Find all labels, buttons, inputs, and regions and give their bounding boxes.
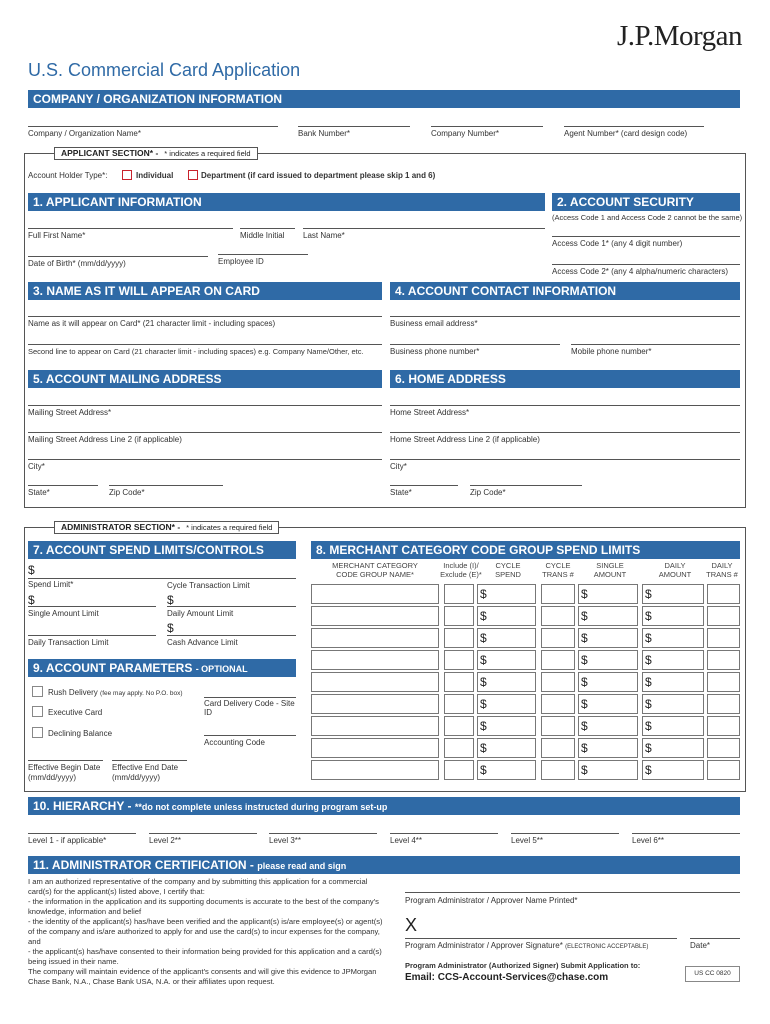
home-street2-field[interactable] bbox=[390, 432, 740, 433]
mcc-name-cell[interactable] bbox=[311, 584, 439, 604]
spend-limit-dollar: $ bbox=[28, 563, 35, 577]
mailing-city-field[interactable] bbox=[28, 459, 382, 460]
single-amount-cell[interactable] bbox=[578, 606, 638, 626]
dollar-sign: $ bbox=[480, 741, 487, 755]
certification-sub: please read and sign bbox=[257, 861, 347, 871]
col-cycle-trans: CYCLE TRANS # bbox=[542, 561, 574, 579]
executive-card-label: Executive Card bbox=[48, 708, 103, 717]
daily-trans-cell[interactable] bbox=[707, 650, 740, 670]
mobile-label: Mobile phone number* bbox=[571, 347, 652, 356]
include-exclude-cell[interactable] bbox=[444, 716, 474, 736]
dollar-sign: $ bbox=[480, 719, 487, 733]
single-amount-cell[interactable] bbox=[578, 694, 638, 714]
level-2-field[interactable] bbox=[149, 833, 257, 834]
date-field[interactable] bbox=[690, 938, 740, 939]
dollar-sign: $ bbox=[645, 587, 652, 601]
applicant-section-legend bbox=[54, 147, 258, 160]
employee-id-field[interactable] bbox=[218, 254, 308, 255]
approver-name-field[interactable] bbox=[405, 892, 740, 893]
end-date-label: Effective End Date (mm/dd/yyyy) bbox=[112, 763, 179, 782]
mailing-street2-label: Mailing Street Address Line 2 (if applicable) bbox=[28, 435, 182, 444]
single-amount-cell[interactable] bbox=[578, 760, 638, 780]
col-include-exclude: Include (I)/ Exclude (E)* bbox=[440, 561, 482, 579]
level-5-label: Level 5** bbox=[511, 836, 544, 845]
end-date-field[interactable] bbox=[112, 760, 187, 761]
begin-date-label: Effective Begin Date (mm/dd/yyyy) bbox=[28, 763, 101, 782]
include-exclude-cell[interactable] bbox=[444, 584, 474, 604]
date-label: Date* bbox=[690, 941, 711, 950]
page-title: U.S. Commercial Card Application bbox=[28, 60, 301, 80]
mailing-state-field[interactable] bbox=[28, 485, 98, 486]
cycle-trans-cell[interactable] bbox=[541, 760, 575, 780]
card-name-line2-field[interactable] bbox=[28, 344, 382, 345]
cycle-limit-label: Cycle Transaction Limit bbox=[167, 581, 250, 590]
home-zip-field[interactable] bbox=[470, 485, 582, 486]
access-code-2-label: Access Code 2* (any 4 alpha/numeric characters) bbox=[552, 267, 729, 276]
phone-label: Business phone number* bbox=[390, 347, 480, 356]
dollar-sign: $ bbox=[645, 719, 652, 733]
cycle-spend-cell[interactable] bbox=[477, 628, 536, 648]
access-code-note: (Access Code 1 and Access Code 2 cannot be the same) bbox=[552, 213, 743, 222]
dollar-sign: $ bbox=[480, 587, 487, 601]
mailing-street-label: Mailing Street Address* bbox=[28, 408, 112, 417]
first-name-label: Full First Name* bbox=[28, 231, 86, 240]
cycle-trans-cell[interactable] bbox=[541, 628, 575, 648]
spend-limits-bar: 7. ACCOUNT SPEND LIMITS/CONTROLS bbox=[28, 541, 296, 559]
mcc-name-cell[interactable] bbox=[311, 694, 439, 714]
cycle-spend-cell[interactable] bbox=[477, 738, 536, 758]
signature-label-text: Program Administrator / Approver Signature* bbox=[405, 941, 563, 950]
daily-trans-cell[interactable] bbox=[707, 760, 740, 780]
cycle-trans-cell[interactable] bbox=[541, 584, 575, 604]
single-amount-cell[interactable] bbox=[578, 738, 638, 758]
daily-trans-cell[interactable] bbox=[707, 738, 740, 758]
spend-limit-label: Spend Limit* bbox=[28, 580, 74, 589]
cert-closing: The company will maintain evidence of the applicant's consents and will give this evidence to JPMorgan Chase Bank, N.A., Chase Bank USA, N.A. or their affiliates upon request. bbox=[28, 967, 377, 986]
applicant-legend-title: APPLICANT SECTION* - bbox=[61, 148, 159, 158]
daily-trans-field[interactable] bbox=[28, 635, 156, 636]
level-1-label: Level 1 - if applicable* bbox=[28, 836, 107, 845]
signature-x-mark: X bbox=[405, 915, 418, 935]
daily-amount-cell[interactable] bbox=[642, 716, 704, 736]
mailing-city-label: City* bbox=[28, 462, 45, 471]
include-exclude-cell[interactable] bbox=[444, 606, 474, 626]
declining-balance-label: Declining Balance bbox=[48, 729, 113, 738]
certification-text bbox=[28, 877, 388, 987]
include-exclude-cell[interactable] bbox=[444, 738, 474, 758]
level-6-field[interactable] bbox=[632, 833, 740, 834]
hierarchy-bar bbox=[28, 797, 740, 815]
level-1-field[interactable] bbox=[28, 833, 136, 834]
department-checkbox[interactable] bbox=[188, 170, 198, 180]
col-mcc-name: MERCHANT CATEGORY CODE GROUP NAME* bbox=[332, 561, 418, 579]
accounting-code-label: Accounting Code bbox=[204, 738, 265, 747]
agent-number-label: Agent Number* (card design code) bbox=[564, 129, 688, 138]
individual-checkbox[interactable] bbox=[122, 170, 132, 180]
middle-initial-field[interactable] bbox=[240, 228, 295, 229]
declining-balance-checkbox[interactable] bbox=[32, 727, 43, 738]
single-limit-field[interactable] bbox=[28, 606, 156, 607]
accounting-code-field[interactable] bbox=[204, 735, 296, 736]
admin-legend-note: * indicates a required field bbox=[186, 523, 273, 532]
mailing-zip-label: Zip Code* bbox=[109, 488, 145, 497]
mcc-name-cell[interactable] bbox=[311, 650, 439, 670]
dollar-sign: $ bbox=[645, 763, 652, 777]
individual-label: Individual bbox=[136, 171, 174, 180]
card-name-line2-label: Second line to appear on Card (21 character limit - including spaces) e.g. Company Name/Other, etc. bbox=[28, 347, 364, 356]
daily-trans-label: Daily Transaction Limit bbox=[28, 638, 109, 647]
submit-instruction: Program Administrator (Authorized Signer) Submit Application to: bbox=[405, 961, 641, 970]
cycle-trans-cell[interactable] bbox=[541, 606, 575, 626]
rush-delivery-checkbox[interactable] bbox=[32, 686, 43, 697]
cash-advance-field[interactable] bbox=[167, 635, 296, 636]
daily-amount-cell[interactable] bbox=[642, 738, 704, 758]
home-street2-label: Home Street Address Line 2 (if applicable) bbox=[390, 435, 540, 444]
account-security-bar: 2. ACCOUNT SECURITY bbox=[552, 193, 740, 211]
cycle-trans-cell[interactable] bbox=[541, 738, 575, 758]
cycle-trans-cell[interactable] bbox=[541, 694, 575, 714]
mcc-name-cell[interactable] bbox=[311, 760, 439, 780]
company-name-field[interactable] bbox=[28, 126, 278, 127]
dollar-sign: $ bbox=[645, 609, 652, 623]
contact-info-bar: 4. ACCOUNT CONTACT INFORMATION bbox=[390, 282, 740, 300]
daily-trans-cell[interactable] bbox=[707, 716, 740, 736]
agent-number-field[interactable] bbox=[564, 126, 704, 127]
delivery-code-label: Card Delivery Code - Site ID bbox=[204, 699, 295, 717]
company-name-label: Company / Organization Name* bbox=[28, 129, 141, 138]
home-city-label: City* bbox=[390, 462, 407, 471]
daily-trans-cell[interactable] bbox=[707, 694, 740, 714]
daily-amount-cell[interactable] bbox=[642, 584, 704, 604]
single-limit-dollar: $ bbox=[28, 593, 35, 607]
col-single-amount: SINGLE AMOUNT bbox=[593, 561, 627, 579]
col-daily-amount: DAILY AMOUNT bbox=[658, 561, 692, 579]
dollar-sign: $ bbox=[645, 631, 652, 645]
dollar-sign: $ bbox=[581, 609, 588, 623]
home-street-label: Home Street Address* bbox=[390, 408, 470, 417]
level-5-field[interactable] bbox=[511, 833, 619, 834]
include-exclude-cell[interactable] bbox=[444, 672, 474, 692]
cycle-trans-cell[interactable] bbox=[541, 650, 575, 670]
admin-section-legend bbox=[54, 521, 279, 534]
cycle-spend-cell[interactable] bbox=[477, 650, 536, 670]
mcc-name-cell[interactable] bbox=[311, 606, 439, 626]
col-daily-trans: DAILY TRANS # bbox=[706, 561, 738, 579]
access-code-2-field[interactable] bbox=[552, 264, 740, 265]
hierarchy-title: 10. HIERARCHY - bbox=[33, 799, 132, 813]
home-state-field[interactable] bbox=[390, 485, 458, 486]
include-exclude-cell[interactable] bbox=[444, 694, 474, 714]
access-code-1-field[interactable] bbox=[552, 236, 740, 237]
dollar-sign: $ bbox=[480, 763, 487, 777]
approver-name-label: Program Administrator / Approver Name Printed* bbox=[405, 896, 578, 905]
cycle-trans-cell[interactable] bbox=[541, 716, 575, 736]
mailing-zip-field[interactable] bbox=[109, 485, 223, 486]
dollar-sign: $ bbox=[581, 741, 588, 755]
dollar-sign: $ bbox=[581, 587, 588, 601]
daily-amount-label: Daily Amount Limit bbox=[167, 609, 234, 618]
applicant-info-bar: 1. APPLICANT INFORMATION bbox=[28, 193, 545, 211]
mailing-street2-field[interactable] bbox=[28, 432, 382, 433]
home-state-label: State* bbox=[390, 488, 412, 497]
cash-advance-label: Cash Advance Limit bbox=[167, 638, 238, 647]
card-name-line1-field[interactable] bbox=[28, 316, 382, 317]
cycle-spend-cell[interactable] bbox=[477, 672, 536, 692]
cycle-spend-cell[interactable] bbox=[477, 584, 536, 604]
mailing-state-label: State* bbox=[28, 488, 50, 497]
daily-amount-cell[interactable] bbox=[642, 760, 704, 780]
dollar-sign: $ bbox=[581, 631, 588, 645]
include-exclude-cell[interactable] bbox=[444, 760, 474, 780]
cycle-spend-cell[interactable] bbox=[477, 606, 536, 626]
holder-type-label: Account Holder Type*: bbox=[28, 171, 108, 180]
rush-delivery-text: Rush Delivery bbox=[48, 688, 98, 697]
dollar-sign: $ bbox=[480, 653, 487, 667]
daily-amount-cell[interactable] bbox=[642, 606, 704, 626]
single-limit-label: Single Amount Limit bbox=[28, 609, 99, 618]
employee-id-label: Employee ID bbox=[218, 257, 264, 266]
company-number-field[interactable] bbox=[431, 126, 543, 127]
dollar-sign: $ bbox=[645, 675, 652, 689]
cert-bullet-1: - the information in the application and its supporting documents is accurate to the best of the company's knowledge, information and belief bbox=[28, 897, 379, 916]
home-street-field[interactable] bbox=[390, 405, 740, 406]
daily-trans-cell[interactable] bbox=[707, 606, 740, 626]
cycle-trans-cell[interactable] bbox=[541, 672, 575, 692]
dollar-sign: $ bbox=[480, 631, 487, 645]
include-exclude-cell[interactable] bbox=[444, 650, 474, 670]
mcc-name-cell[interactable] bbox=[311, 738, 439, 758]
home-zip-label: Zip Code* bbox=[470, 488, 506, 497]
mcc-name-cell[interactable] bbox=[311, 628, 439, 648]
department-label: Department (if card issued to department please skip 1 and 6) bbox=[201, 171, 436, 180]
mailing-street-field[interactable] bbox=[28, 405, 382, 406]
single-amount-cell[interactable] bbox=[578, 650, 638, 670]
cycle-spend-cell[interactable] bbox=[477, 716, 536, 736]
applicant-legend-note: * indicates a required field bbox=[164, 149, 251, 158]
last-name-label: Last Name* bbox=[303, 231, 345, 240]
single-amount-cell[interactable] bbox=[578, 716, 638, 736]
daily-amount-field[interactable] bbox=[167, 606, 296, 607]
home-address-bar: 6. HOME ADDRESS bbox=[390, 370, 740, 388]
dollar-sign: $ bbox=[480, 697, 487, 711]
company-section-bar: COMPANY / ORGANIZATION INFORMATION bbox=[28, 90, 740, 108]
mailing-address-bar: 5. ACCOUNT MAILING ADDRESS bbox=[28, 370, 382, 388]
certification-bar bbox=[28, 856, 740, 874]
dollar-sign: $ bbox=[581, 653, 588, 667]
col-cycle-spend: CYCLE SPEND bbox=[495, 561, 521, 579]
cert-bullet-2: - the identity of the applicant(s) has/have been verified and the applicant(s) is/are employee(s) or agent(s) of the company and is/are authorized to apply for and use the card(s) to incur expenses for the company, and bbox=[28, 917, 383, 946]
mcc-spend-bar: 8. MERCHANT CATEGORY CODE GROUP SPEND LIMITS bbox=[311, 541, 740, 559]
dollar-sign: $ bbox=[581, 763, 588, 777]
daily-amount-cell[interactable] bbox=[642, 694, 704, 714]
certification-title: 11. ADMINISTRATOR CERTIFICATION - bbox=[33, 858, 254, 872]
daily-trans-cell[interactable] bbox=[707, 672, 740, 692]
middle-initial-label: Middle Initial bbox=[240, 231, 285, 240]
email-label: Business email address* bbox=[390, 319, 478, 328]
cash-advance-dollar: $ bbox=[167, 621, 174, 635]
mcc-name-cell[interactable] bbox=[311, 672, 439, 692]
account-parameters-bar bbox=[28, 659, 296, 677]
single-amount-cell[interactable] bbox=[578, 672, 638, 692]
dollar-sign: $ bbox=[645, 741, 652, 755]
home-city-field[interactable] bbox=[390, 459, 740, 460]
daily-trans-cell[interactable] bbox=[707, 628, 740, 648]
cert-bullet-3: - the applicant(s) has/have consented to their information being provided for this application and a card(s) being issued in their name. bbox=[28, 947, 382, 966]
form-code: US CC 0820 bbox=[685, 966, 740, 982]
daily-amount-cell[interactable] bbox=[642, 672, 704, 692]
account-parameters-optional: - OPTIONAL bbox=[195, 664, 248, 674]
email-field[interactable] bbox=[390, 316, 740, 317]
signature-field[interactable] bbox=[405, 938, 677, 939]
single-amount-cell[interactable] bbox=[578, 628, 638, 648]
begin-date-field[interactable] bbox=[28, 760, 103, 761]
admin-legend-title: ADMINISTRATOR SECTION* - bbox=[61, 522, 181, 532]
mcc-name-cell[interactable] bbox=[311, 716, 439, 736]
account-parameters-title: 9. ACCOUNT PARAMETERS bbox=[33, 661, 193, 675]
last-name-field[interactable] bbox=[303, 228, 545, 229]
company-number-label: Company Number* bbox=[431, 129, 500, 138]
bank-number-label: Bank Number* bbox=[298, 129, 351, 138]
dollar-sign: $ bbox=[645, 653, 652, 667]
dollar-sign: $ bbox=[645, 697, 652, 711]
rush-delivery-note: (fee may apply. No P.O. box) bbox=[100, 690, 183, 697]
dollar-sign: $ bbox=[581, 697, 588, 711]
dob-field[interactable] bbox=[28, 256, 208, 257]
dollar-sign: $ bbox=[581, 675, 588, 689]
daily-trans-cell[interactable] bbox=[707, 584, 740, 604]
card-name-line1-label: Name as it will appear on Card* (21 character limit - including spaces) bbox=[28, 319, 276, 328]
daily-amount-dollar: $ bbox=[167, 593, 174, 607]
bank-number-field[interactable] bbox=[298, 126, 410, 127]
dollar-sign: $ bbox=[581, 719, 588, 733]
level-3-field[interactable] bbox=[269, 833, 377, 834]
hierarchy-note: **do not complete unless instructed during program set-up bbox=[134, 802, 388, 812]
dollar-sign: $ bbox=[480, 609, 487, 623]
card-name-bar: 3. NAME AS IT WILL APPEAR ON CARD bbox=[28, 282, 382, 300]
single-amount-cell[interactable] bbox=[578, 584, 638, 604]
spend-limit-field[interactable] bbox=[28, 578, 296, 579]
cycle-spend-cell[interactable] bbox=[477, 694, 536, 714]
phone-field[interactable] bbox=[390, 344, 560, 345]
cycle-spend-cell[interactable] bbox=[477, 760, 536, 780]
include-exclude-cell[interactable] bbox=[444, 628, 474, 648]
submit-email[interactable]: Email: CCS-Account-Services@chase.com bbox=[405, 972, 609, 983]
level-4-label: Level 4** bbox=[390, 836, 423, 845]
daily-amount-cell[interactable] bbox=[642, 650, 704, 670]
cert-intro: I am an authorized representative of the company and by submitting this application for a commercial card(s) for the applicant(s) listed above, I certify that: bbox=[28, 877, 368, 896]
electronic-acceptable-note: (ELECTRONIC ACCEPTABLE) bbox=[565, 944, 649, 950]
level-4-field[interactable] bbox=[390, 833, 498, 834]
access-code-1-label: Access Code 1* (any 4 digit number) bbox=[552, 239, 683, 248]
level-2-label: Level 2** bbox=[149, 836, 182, 845]
level-3-label: Level 3** bbox=[269, 836, 302, 845]
first-name-field[interactable] bbox=[28, 228, 233, 229]
daily-amount-cell[interactable] bbox=[642, 628, 704, 648]
dollar-sign: $ bbox=[480, 675, 487, 689]
dob-label: Date of Birth* (mm/dd/yyyy) bbox=[28, 259, 126, 268]
delivery-code-field[interactable] bbox=[204, 697, 296, 698]
rush-delivery-label bbox=[48, 688, 183, 697]
jpmorgan-logo: J.P.Morgan bbox=[617, 20, 742, 52]
level-6-label: Level 6** bbox=[632, 836, 665, 845]
mobile-field[interactable] bbox=[571, 344, 740, 345]
signature-label bbox=[405, 941, 648, 950]
executive-card-checkbox[interactable] bbox=[32, 706, 43, 717]
